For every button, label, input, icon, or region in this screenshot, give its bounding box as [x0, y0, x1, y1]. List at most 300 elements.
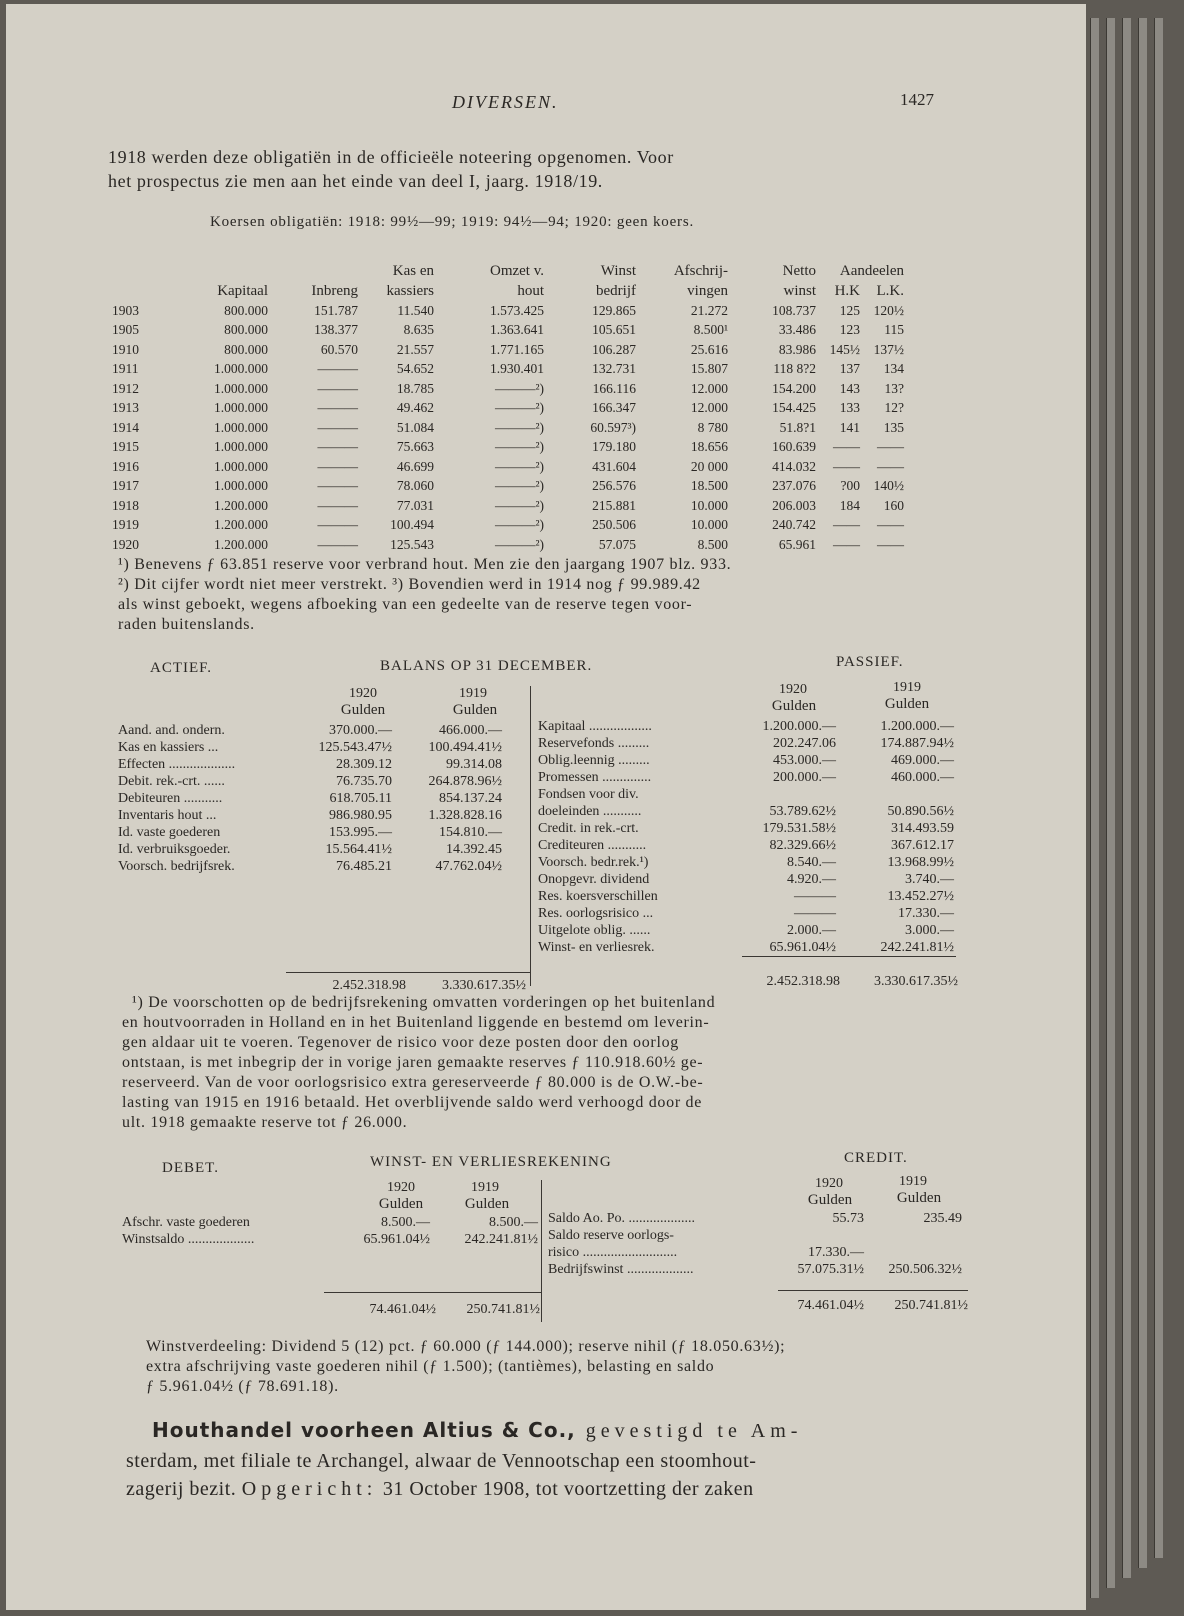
key-figures-row-cell: 135 [883, 419, 904, 435]
actief-row-cell: 28.309.12 [336, 756, 392, 772]
passief-row-cell: 13.452.27½ [887, 888, 954, 904]
passief-row-cell: 65.961.04½ [769, 939, 836, 955]
key-figures-row-cell: 8.635 [403, 322, 434, 338]
key-figures-row-cell: 1.200.000 [214, 536, 268, 552]
key-figures-row-cell: 138.377 [314, 322, 358, 338]
actief-row-cell: Effecten ................... [118, 756, 236, 772]
key-figures-row-cell: 21.272 [690, 302, 728, 318]
key-figures-row-cell: ——— [317, 400, 358, 416]
page-edge [1138, 18, 1147, 1568]
key-figures-row-cell: 1911 [112, 361, 139, 377]
actief-row-cell: 618.705.11 [329, 790, 392, 806]
actief-row-cell: 125.543.47½ [318, 739, 392, 755]
passief-row-cell: 4.920.— [787, 871, 836, 887]
key-figures-row-cell: 10.000 [690, 497, 728, 513]
year-header: 1920 [387, 1180, 415, 1195]
key-figures-row-cell: 49.462 [396, 400, 434, 416]
passief-row-cell: Reservefonds ......... [538, 735, 650, 751]
key-figures-row-cell: ———²) [494, 419, 544, 435]
passief-row-cell: 17.330.— [898, 905, 954, 921]
credit-row [548, 1210, 966, 1227]
passief-row-cell: Res. koersverschillen [538, 888, 658, 904]
passief-row [538, 939, 958, 956]
table-header-row: Kapitaal Inbreng kassiers hout bedrijf vingen winst H.K L.K. [217, 282, 904, 299]
passief-row [538, 769, 958, 786]
key-figures-row-cell: 132.731 [592, 361, 636, 377]
key-figures-row-cell: 145½ [829, 341, 860, 357]
passief-row [538, 854, 958, 871]
wv-title: WINST- EN VERLIESREKENING [370, 1154, 612, 1170]
key-figures-row [112, 360, 908, 380]
currency-header: Gulden [464, 1196, 510, 1212]
passief-row-cell: Crediteuren ........... [538, 837, 647, 853]
passief-row-cell: 82.329.66½ [769, 837, 836, 853]
key-figures-row [112, 301, 908, 321]
key-figures-row-cell: 12? [884, 400, 904, 416]
actief-row-cell: 154.810.— [439, 824, 502, 840]
key-figures-row-cell: 179.180 [592, 439, 636, 455]
passief-row-cell: 453.000.— [773, 752, 836, 768]
key-figures-row-cell: 118 8?2 [773, 361, 816, 377]
key-figures-row-cell: —— [833, 439, 860, 455]
passief-row [538, 888, 958, 905]
key-figures-row [112, 399, 908, 419]
key-figures-row-cell: 18.500 [690, 478, 728, 494]
key-figures-row-cell: 1.000.000 [214, 400, 268, 416]
key-figures-row-cell: 800.000 [224, 341, 268, 357]
key-figures-row-cell: 8 780 [697, 419, 728, 435]
passief-row [538, 752, 958, 769]
actief-row-cell: Debit. rek.-crt. ...... [118, 773, 225, 789]
key-figures-row-cell: 100.494 [390, 517, 434, 533]
key-figures-row-cell: 137 [839, 361, 860, 377]
debet-row-cell: 242.241.81½ [464, 1231, 538, 1247]
key-figures-row-cell: 1905 [112, 322, 139, 338]
total-rule [778, 1290, 968, 1291]
key-figures-row-cell: ——— [317, 380, 358, 396]
currency-header: Gulden [807, 1192, 853, 1208]
credit-row-cell: 17.330.— [808, 1244, 864, 1260]
actief-label: ACTIEF. [150, 660, 213, 676]
passief-row-cell: 202.247.06 [773, 735, 836, 751]
year-header: 1919 [893, 680, 921, 695]
currency-header: Gulden [452, 702, 498, 718]
credit-row-cell: Saldo Ao. Po. ................... [548, 1210, 696, 1226]
key-figures-row-cell: 1920 [112, 536, 139, 552]
key-figures-row-cell: ———²) [494, 400, 544, 416]
key-figures-row-cell: 414.032 [772, 458, 816, 474]
passief-row-cell: Oblig.leennig ......... [538, 752, 650, 768]
key-figures-row-cell: 125.543 [390, 536, 434, 552]
page-number: 1427 [900, 90, 934, 109]
key-figures-row-cell: 15.807 [690, 361, 728, 377]
actief-row-cell: 99.314.08 [446, 756, 502, 772]
credit-row-cell: 235.49 [923, 1210, 962, 1226]
credit-table [548, 1210, 966, 1278]
key-figures-row-cell: 141 [839, 419, 860, 435]
footnote: als winst geboekt, wegens afboeking van een gedeelte van de reserve tegen voor- [118, 596, 693, 613]
key-figures-row-cell: 1912 [112, 380, 139, 396]
key-figures-row [112, 516, 908, 536]
passief-row-cell: Voorsch. bedr.rek.¹) [538, 854, 649, 870]
key-figures-row-cell: ——— [317, 497, 358, 513]
key-figures-row-cell: 800.000 [224, 322, 268, 338]
total-actief-1919: 3.330.617.35½ [442, 978, 526, 993]
passief-row-cell: Res. oorlogsrisico ... [538, 905, 654, 921]
footnote: ¹) De voorschotten op de bedrijfsrekening omvatten vorderingen op het buitenland [132, 994, 716, 1011]
actief-row [118, 858, 506, 875]
actief-row [118, 773, 506, 790]
key-figures-row-cell: 137½ [873, 341, 904, 357]
key-figures-row-cell: 1.000.000 [214, 439, 268, 455]
credit-row-cell [868, 1227, 966, 1244]
actief-row-cell: 15.564.41½ [325, 841, 392, 857]
credit-label: CREDIT. [844, 1150, 908, 1166]
actief-row [118, 722, 506, 739]
key-figures-row-cell: 120½ [873, 302, 904, 318]
passief-row-cell [738, 786, 840, 803]
winstverdeeling-line: Winstverdeeling: Dividend 5 (12) pct. ƒ 60.000 (ƒ 144.000); reserve nihil (ƒ 18.050.63½); [146, 1338, 786, 1355]
passief-row-cell: Onopgevr. dividend [538, 871, 650, 887]
key-figures-row-cell: 237.076 [772, 478, 816, 494]
passief-row-cell: 200.000.— [773, 769, 836, 785]
actief-row-cell: 466.000.— [439, 722, 502, 738]
key-figures-row-cell: 25.616 [690, 341, 728, 357]
key-figures-row [112, 418, 908, 438]
footnote: lasting van 1915 en 1916 betaald. Het overblijvende saldo werd verhoogd door de [122, 1094, 703, 1111]
key-figures-row-cell: 129.865 [592, 302, 636, 318]
year-header: 1919 [471, 1180, 499, 1195]
credit-row [548, 1244, 966, 1261]
actief-row-cell: Aand. and. ondern. [118, 722, 225, 738]
key-figures-row-cell: 1.200.000 [214, 497, 268, 513]
passief-row-cell: Credit. in rek.-crt. [538, 820, 639, 836]
actief-row-cell: Voorsch. bedrijfsrek. [118, 858, 235, 874]
key-figures-row-cell: 1913 [112, 400, 139, 416]
passief-row [538, 922, 958, 939]
key-figures-row-cell: 21.557 [396, 341, 434, 357]
passief-row-cell: doeleinden ........... [538, 803, 642, 819]
key-figures-row-cell: ———²) [494, 439, 544, 455]
actief-row [118, 790, 506, 807]
debet-row-cell: Afschr. vaste goederen [122, 1214, 250, 1230]
actief-row-cell: 76.735.70 [336, 773, 392, 789]
actief-row [118, 824, 506, 841]
key-figures-row-cell: 160.639 [772, 439, 816, 455]
key-figures-row-cell: 77.031 [396, 497, 434, 513]
debet-label: DEBET. [162, 1160, 219, 1176]
koersen-line: Koersen obligatiën: 1918: 99½—99; 1919: 94½—94; 1920: geen koers. [210, 214, 695, 230]
key-figures-row-cell: ———²) [494, 380, 544, 396]
key-figures-row-cell: 240.742 [772, 517, 816, 533]
key-figures-row-cell: 1915 [112, 439, 139, 455]
footnote: raden buitenslands. [118, 616, 255, 633]
passief-row-cell: 50.890.56½ [887, 803, 954, 819]
passief-row-cell: Promessen .............. [538, 769, 652, 785]
key-figures-row-cell: ——— [317, 517, 358, 533]
key-figures-row-cell: 51.8?1 [779, 419, 816, 435]
key-figures-row-cell: 1918 [112, 497, 139, 513]
passief-row-cell: 314.493.59 [891, 820, 954, 836]
key-figures-row-cell: 250.506 [592, 517, 636, 533]
actief-row-cell: 1.328.828.16 [428, 807, 502, 823]
company-paragraph-line [152, 1418, 802, 1443]
winstverdeeling-line: extra afschrijving vaste goederen nihil (ƒ 1.500); (tantièmes), belasting en saldo [146, 1358, 715, 1375]
key-figures-row-cell: 12.000 [690, 400, 728, 416]
key-figures-row-cell: ——— [317, 439, 358, 455]
currency-header: Gulden [378, 1196, 424, 1212]
total-credit-1920: 74.461.04½ [797, 1298, 864, 1313]
actief-row [118, 841, 506, 858]
passief-row [538, 735, 958, 752]
key-figures-table [112, 262, 908, 555]
key-figures-row-cell: 1903 [112, 302, 139, 318]
key-figures-row-cell: 54.652 [396, 361, 434, 377]
opgericht-label: Opgericht: [241, 1478, 378, 1500]
currency-header: Gulden [884, 696, 930, 712]
credit-row-cell [784, 1227, 868, 1244]
key-figures-row-cell: 60.570 [320, 341, 358, 357]
key-figures-row-cell: 215.881 [592, 497, 636, 513]
table-header-row: Kas en Omzet v. Winst Afschrij- Netto Aandeelen [392, 263, 904, 280]
passief-row-cell: Fondsen voor div. [538, 786, 639, 802]
key-figures-row-cell: 1910 [112, 341, 139, 357]
running-header: DIVERSEN. [452, 92, 559, 112]
key-figures-row-cell: 1.200.000 [214, 517, 268, 533]
actief-row-cell: Kas en kassiers ... [118, 739, 219, 755]
key-figures-row-cell: 18.785 [396, 380, 434, 396]
passief-row [538, 905, 958, 922]
actief-row-cell: 986.980.95 [329, 807, 392, 823]
key-figures-row-cell: 1.000.000 [214, 361, 268, 377]
footnote: ontstaan, is met inbegrip der in vorige jaren gemaakte reserves ƒ 110.918.60½ ge- [122, 1054, 704, 1071]
actief-row [118, 807, 506, 824]
passief-row-cell: 1.200.000.— [762, 718, 836, 734]
passief-row-cell: 1.200.000.— [880, 718, 954, 734]
passief-row-cell: 242.241.81½ [880, 939, 954, 955]
credit-row-cell [868, 1244, 966, 1261]
key-figures-row-cell: 1.930.401 [490, 361, 544, 377]
key-figures-row-cell: 166.116 [592, 380, 636, 396]
key-figures-row-cell: ———²) [494, 497, 544, 513]
passief-table [538, 718, 958, 956]
total-rule [324, 1292, 542, 1293]
key-figures-row-cell: 115 [884, 322, 904, 338]
key-figures-row-cell: 11.540 [397, 302, 434, 318]
key-figures-row-cell: —— [833, 517, 860, 533]
credit-row-cell: 57.075.31½ [797, 1261, 864, 1277]
key-figures-row-cell: 60.597³) [590, 419, 636, 435]
total-actief-1920: 2.452.318.98 [332, 978, 406, 993]
key-figures-row-cell: —— [877, 458, 904, 474]
page-edge [1154, 18, 1163, 1558]
key-figures-row-cell: 1.771.165 [490, 341, 544, 357]
key-figures-row-cell: 143 [839, 380, 860, 396]
total-credit-1919: 250.741.81½ [894, 1298, 968, 1313]
key-figures-row [112, 340, 908, 360]
passief-row-cell: 174.887.94½ [880, 735, 954, 751]
actief-row-cell: Id. verbruiksgoeder. [118, 841, 231, 857]
passief-row [538, 820, 958, 837]
actief-row-cell: 153.995.— [329, 824, 392, 840]
credit-row-cell: Saldo reserve oorlogs- [548, 1227, 674, 1243]
debet-row-cell: 65.961.04½ [363, 1231, 430, 1247]
passief-row-cell: 179.531.58½ [762, 820, 836, 836]
key-figures-row-cell: 1.000.000 [214, 380, 268, 396]
key-figures-row-cell: 134 [883, 361, 904, 377]
credit-row-cell: Bedrijfswinst ................... [548, 1261, 694, 1277]
key-figures-row-cell: 206.003 [772, 497, 816, 513]
page-edge [1090, 18, 1099, 1598]
key-figures-row-cell: —— [833, 536, 860, 552]
key-figures-row-cell: ——— [317, 478, 358, 494]
footnote: reserveerd. Van de voor oorlogsrisico extra gereserveerde ƒ 80.000 is de O.W.-be- [122, 1074, 704, 1091]
footnote: ¹) Benevens ƒ 63.851 reserve voor verbrand hout. Men zie den jaargang 1907 blz. 933. [118, 556, 732, 573]
passief-row-cell: 3.000.— [905, 922, 954, 938]
actief-row [118, 756, 506, 773]
key-figures-row-cell: —— [833, 458, 860, 474]
passief-row [538, 786, 958, 803]
passief-row-cell: 469.000.— [891, 752, 954, 768]
passief-label: PASSIEF. [836, 654, 904, 670]
key-figures-row-cell: 46.699 [396, 458, 434, 474]
actief-row-cell: 854.137.24 [439, 790, 502, 806]
credit-row-cell: 250.506.32½ [888, 1261, 962, 1277]
key-figures-row-cell: 83.986 [778, 341, 816, 357]
intro-line: 1918 werden deze obligatiën in de officieële noteering opgenomen. Voor [108, 147, 674, 167]
key-figures-row-cell: 20 000 [690, 458, 728, 474]
key-figures-row-cell: 10.000 [690, 517, 728, 533]
credit-row-cell: 55.73 [832, 1210, 864, 1226]
footnote: gen aldaar uit te voeren. Tegenover de risico voor deze posten door den oorlog [122, 1034, 680, 1051]
key-figures-row-cell: 154.425 [772, 400, 816, 416]
key-figures-row-cell: 256.576 [592, 478, 636, 494]
key-figures-row-cell: 18.656 [690, 439, 728, 455]
key-figures-row-cell: ———²) [494, 458, 544, 474]
key-figures-row-cell: 108.737 [772, 302, 816, 318]
key-figures-row-cell: 12.000 [690, 380, 728, 396]
key-figures-row-cell: ?00 [840, 478, 860, 494]
balans-title: BALANS OP 31 DECEMBER. [380, 658, 593, 674]
key-figures-row-cell: 160 [883, 497, 904, 513]
key-figures-row-cell: ——— [317, 536, 358, 552]
key-figures-row-cell: 133 [839, 400, 860, 416]
key-figures-row-cell: 1916 [112, 458, 139, 474]
key-figures-row-cell: 154.200 [772, 380, 816, 396]
year-header: 1920 [349, 686, 377, 701]
key-figures-row-cell: 1.000.000 [214, 458, 268, 474]
debet-table [122, 1214, 542, 1248]
key-figures-row-cell: 65.961 [778, 536, 816, 552]
key-figures-row [112, 477, 908, 497]
debet-row [122, 1214, 542, 1231]
passief-row-cell: 2.000.— [787, 922, 836, 938]
passief-row-cell: Kapitaal .................. [538, 718, 652, 734]
key-figures-row-cell: 166.347 [592, 400, 636, 416]
passief-row-cell: 53.789.62½ [769, 803, 836, 819]
currency-header: Gulden [896, 1190, 942, 1206]
total-rule [286, 972, 530, 973]
passief-row-cell: Winst- en verliesrek. [538, 939, 655, 955]
company-name: Houthandel voorheen Altius & Co., [152, 1418, 576, 1442]
key-figures-row-cell: 1.363.641 [490, 322, 544, 338]
company-paragraph-line: sterdam, met filiale te Archangel, alwaar de Vennootschap een stoomhout- [126, 1450, 757, 1472]
total-passief-1919: 3.330.617.35½ [874, 974, 958, 989]
key-figures-row-cell: —— [877, 517, 904, 533]
key-figures-row-cell: ———²) [494, 536, 544, 552]
actief-row-cell: 14.392.45 [446, 841, 502, 857]
actief-row-cell: 264.878.96½ [428, 773, 502, 789]
passief-row-cell: 3.740.— [905, 871, 954, 887]
key-figures-row-cell: 8.500¹ [693, 322, 728, 338]
actief-row-cell: Inventaris hout ... [118, 807, 217, 823]
passief-row-cell: ——— [794, 905, 836, 921]
passief-row [538, 871, 958, 888]
actief-row-cell: 370.000.— [329, 722, 392, 738]
key-figures-row-cell: ——— [317, 458, 358, 474]
key-figures-row-cell: ——— [317, 361, 358, 377]
key-figures-row-cell: 140½ [873, 478, 904, 494]
key-figures-row-cell: 431.604 [592, 458, 636, 474]
key-figures-row-cell: 75.663 [396, 439, 434, 455]
footnote: ²) Dit cijfer wordt niet meer verstrekt. ³) Bovendien werd in 1914 nog ƒ 99.989.42 [118, 576, 701, 593]
total-passief-1920: 2.452.318.98 [766, 974, 840, 989]
key-figures-row [112, 496, 908, 516]
key-figures-row-cell: 1914 [112, 419, 139, 435]
key-figures-row [112, 438, 908, 458]
key-figures-row-cell: —— [877, 536, 904, 552]
year-header: 1919 [459, 686, 487, 701]
key-figures-row-cell: 1919 [112, 517, 139, 533]
key-figures-row-cell: 8.500 [697, 536, 728, 552]
year-header: 1919 [899, 1174, 927, 1189]
currency-header: Gulden [340, 702, 386, 718]
year-header: 1920 [779, 682, 807, 697]
key-figures-row-cell: ———²) [494, 478, 544, 494]
company-paragraph-line: zagerij bezit. Opgericht: 31 October 1908, tot voortzetting der zaken [126, 1478, 754, 1500]
passief-row-cell: Uitgelote oblig. ...... [538, 922, 651, 938]
debet-row-cell: 8.500.— [381, 1214, 430, 1230]
key-figures-row-cell: 106.287 [592, 341, 636, 357]
passief-row-cell: 13.968.99½ [887, 854, 954, 870]
key-figures-row-cell: 105.651 [592, 322, 636, 338]
key-figures-row [112, 535, 908, 555]
key-figures-row-cell: 125 [839, 302, 860, 318]
key-figures-row-cell: 51.084 [396, 419, 434, 435]
key-figures-row-cell: 13? [884, 380, 904, 396]
column-divider [541, 1180, 542, 1322]
currency-header: Gulden [771, 698, 817, 714]
passief-row-cell: 460.000.— [891, 769, 954, 785]
actief-row-cell: Id. vaste goederen [118, 824, 221, 840]
actief-row [118, 739, 506, 756]
debet-row-cell: 8.500.— [489, 1214, 538, 1230]
passief-row [538, 718, 958, 735]
total-rule [742, 956, 956, 957]
key-figures-row-cell: 1917 [112, 478, 139, 494]
key-figures-row-cell: 184 [839, 497, 860, 513]
key-figures-row-cell: ——— [317, 419, 358, 435]
key-figures-row-cell: 1.000.000 [214, 478, 268, 494]
passief-row-cell: ——— [794, 888, 836, 904]
winstverdeeling-line: ƒ 5.961.04½ (ƒ 78.691.18). [146, 1378, 339, 1395]
actief-table [118, 722, 506, 875]
actief-row-cell: 100.494.41½ [428, 739, 502, 755]
key-figures-row-cell: 33.486 [778, 322, 816, 338]
page-edge [1106, 18, 1115, 1588]
total-debet-1919: 250.741.81½ [466, 1302, 540, 1317]
key-figures-row [112, 457, 908, 477]
